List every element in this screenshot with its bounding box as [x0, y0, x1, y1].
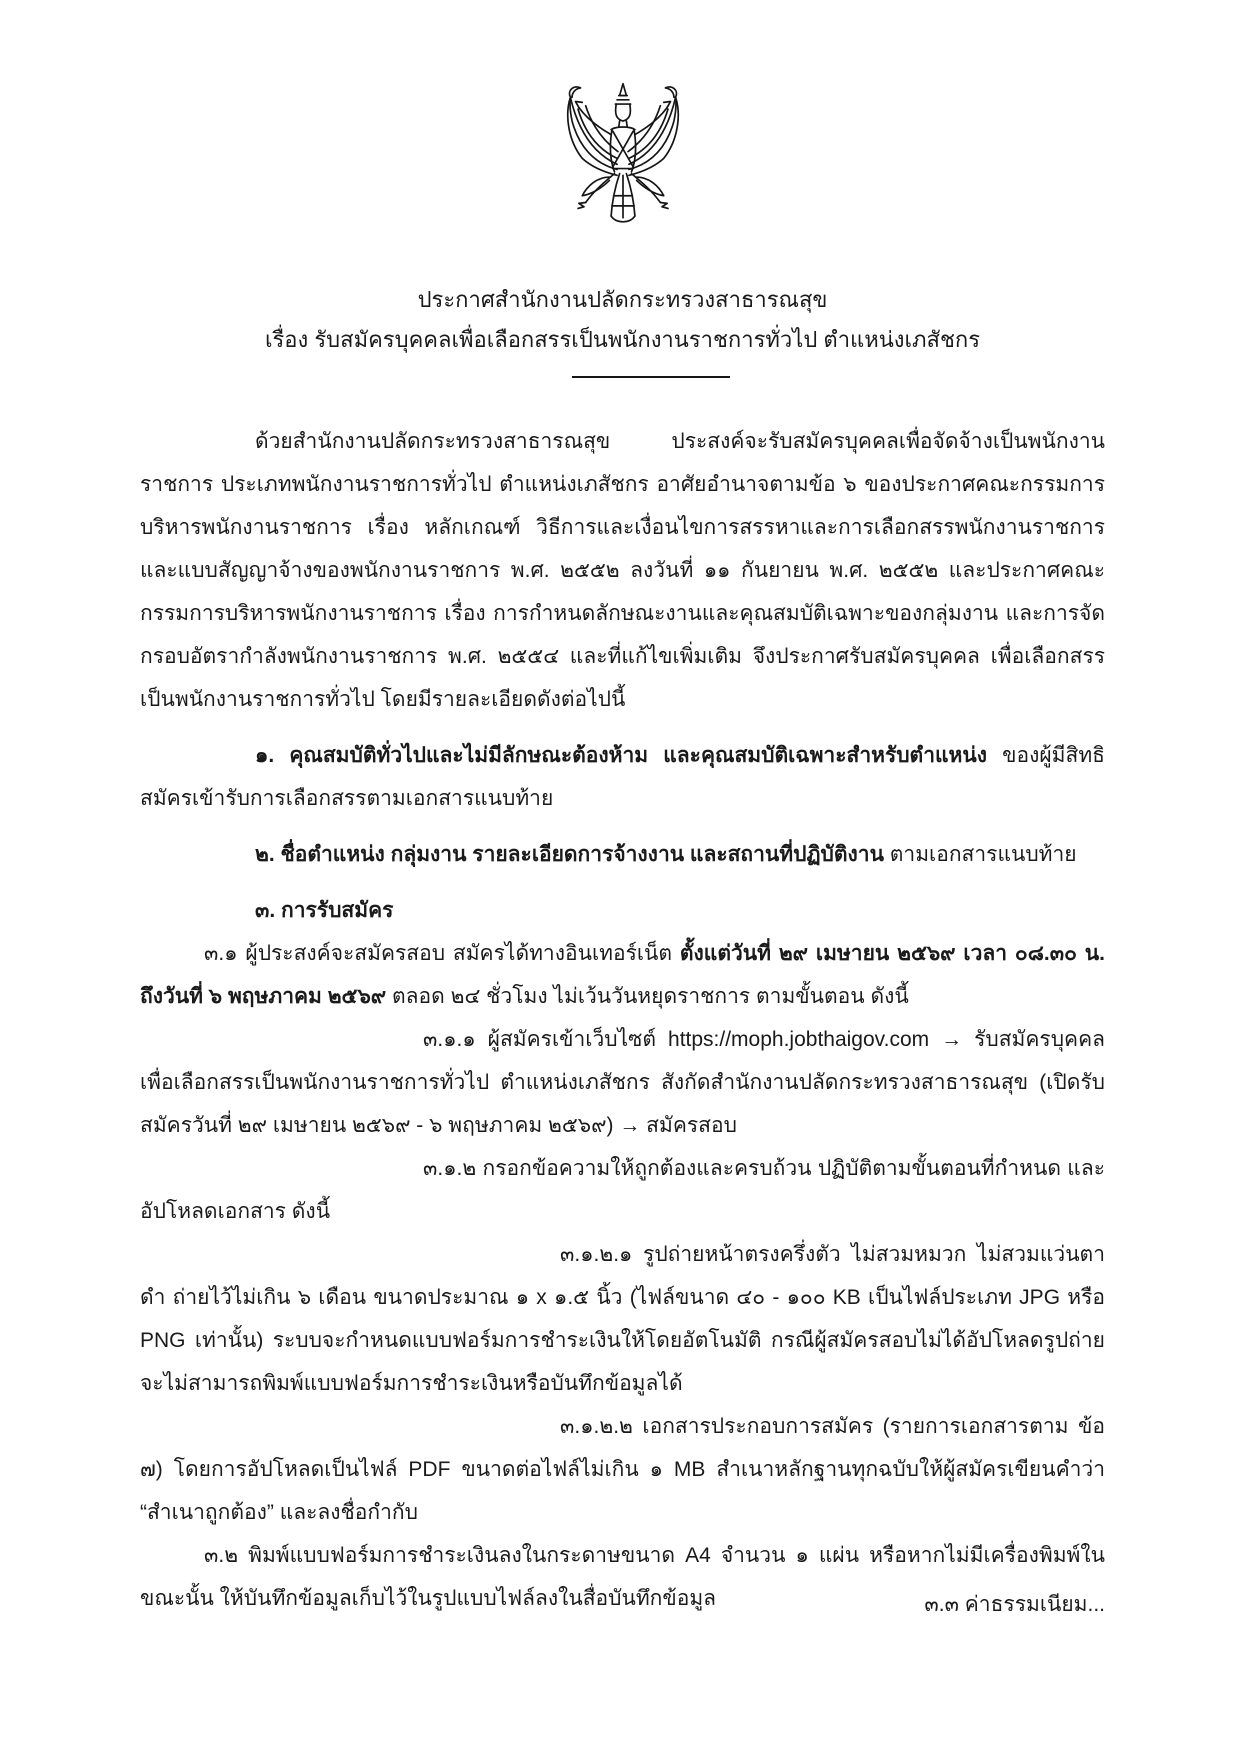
paragraph-item-3-1-2 [140, 1147, 1105, 1233]
text-segment: ๒. ชื่อตำแหน่ง กลุ่มงาน รายละเอียดการจ้างงาน และสถานที่ปฏิบัติงาน [255, 843, 884, 866]
document-subject: เรื่อง รับสมัครบุคคลเพื่อเลือกสรรเป็นพนักงานราชการทั่วไป ตำแหน่งเภสัชกร [264, 327, 981, 352]
text-segment: ด้วยสำนักงานปลัดกระทรวงสาธารณสุข ประสงค์จะรับสมัครบุคคลเพื่อจัดจ้างเป็นพนักงานราชการ ประเภทพนักงานราชการทั่วไป ตำแหน่งเภสัชกร อาศัยอำนาจตามข้อ ๖ ของประกาศคณะกรรมการบริหารพนักงานราชการ เรื่อง หลักเกณฑ์ วิธีการและเงื่อนไขการสรรหาและการเลือกสรรพนักงานราชการ และแบบสัญญาจ้างของพนักงานราชการ พ.ศ. ๒๕๕๒ ลงวันที่ ๑๑ กันยายน พ.ศ. ๒๕๕๒ และประกาศคณะกรรมการบริหารพนักงานราชการ เรื่อง การกำหนดลักษณะงานและคุณสมบัติเฉพาะของกลุ่มงาน และการจัดกรอบอัตรากำลังพนักงานราชการ พ.ศ. ๒๕๕๔ และที่แก้ไขเพิ่มเติม จึงประกาศรับสมัครบุคคล เพื่อเลือกสรรเป็นพนักงานราชการทั่วไป โดยมีรายละเอียดดังต่อไปนี้ [140, 430, 1105, 711]
paragraph-item-3-1-2-2 [140, 1405, 1105, 1534]
paragraph-intro [140, 420, 1105, 721]
continuation-catchword: ๓.๓ ค่าธรรมเนียม... [924, 1593, 1105, 1616]
document-body [140, 420, 1105, 1620]
text-segment: ตั้งแต่วันที่ ๒๙ เมษายน ๒๕๖๙ เวลา ๐๘.๓๐ น. ถึงวันที่ ๖ พฤษภาคม ๒๕๖๙ [140, 942, 1105, 1008]
text-segment: สมัครสอบ [646, 1114, 737, 1137]
paragraph-item-3 [140, 889, 1105, 932]
right-arrow-icon: → [929, 1028, 975, 1051]
garuda-emblem-icon [538, 82, 708, 239]
paragraph-item-3-1-2-1 [140, 1233, 1105, 1405]
text-segment: ๓.๒ พิมพ์แบบฟอร์มการชำระเงินลงในกระดาษขนาด A4 จำนวน ๑ แผ่น หรือหากไม่มีเครื่องพิมพ์ในขณะนั้น ให้บันทึกข้อมูลเก็บไว้ในรูปแบบไฟล์ลงในสื่อบันทึกข้อมูล [140, 1544, 1105, 1610]
text-segment: รับสมัครบุคคลเพื่อเลือกสรรเป็นพนักงานราชการทั่วไป ตำแหน่งเภสัชกร สังกัดสำนักงานปลัดกระทรวงสาธารณสุข (เปิดรับสมัครวันที่ ๒๙ เมษายน ๒๕๖๙ - ๖ พฤษภาคม ๒๕๖๙) [140, 1028, 1106, 1137]
garuda-emblem [538, 82, 708, 242]
text-segment: ๓.๑ ผู้ประสงค์จะสมัครสอบ สมัครได้ทางอินเทอร์เน็ต [204, 942, 680, 965]
text-segment: ๓.๑.๑ ผู้สมัครเข้าเว็บไซต์ https://moph.jobthaigov.com [423, 1028, 930, 1051]
paragraph-item-3-1-1 [140, 1018, 1105, 1147]
text-segment: ๓. การรับสมัคร [255, 899, 394, 922]
text-segment: ๓.๑.๒ กรอกข้อความให้ถูกต้องและครบถ้วน ปฏิบัติตามขั้นตอนที่กำหนด และอัปโหลดเอกสาร ดังนี้ [140, 1157, 1105, 1223]
right-arrow-icon: → [613, 1114, 647, 1137]
paragraph-item-1 [140, 734, 1105, 820]
text-segment: ๓.๑.๒.๒ เอกสารประกอบการสมัคร (รายการเอกสารตาม ข้อ ๗) โดยการอัปโหลดเป็นไฟล์ PDF ขนาดต่อไฟล์ไม่เกิน ๑ MB สำเนาหลักฐานทุกฉบับให้ผู้สมัครเขียนคำว่า “สำเนาถูกต้อง” และลงชื่อกำกับ [140, 1415, 1105, 1524]
paragraph-item-3-1 [140, 932, 1105, 1018]
document-header [140, 280, 1105, 360]
paragraph-item-2 [140, 833, 1105, 876]
title-divider [572, 376, 730, 378]
text-segment: ของผู้มีสิทธิสมัครเข้ารับการเลือกสรรตามเอกสารแนบท้าย [140, 744, 1105, 810]
text-segment: ตามเอกสารแนบท้าย [883, 843, 1077, 866]
text-segment: ๓.๑.๒.๑ รูปถ่ายหน้าตรงครึ่งตัว ไม่สวมหมวก ไม่สวมแว่นตาดำ ถ่ายไว้ไม่เกิน ๖ เดือน ขนาดประมาณ ๑ x ๑.๕ นิ้ว (ไฟล์ขนาด ๔๐ - ๑๐๐ KB เป็นไฟล์ประเภท JPG หรือ PNG เท่านั้น) ระบบจะกำหนดแบบฟอร์มการชำระเงินให้โดยอัตโนมัติ กรณีผู้สมัครสอบไม่ได้อัปโหลดรูปถ่าย จะไม่สามารถพิมพ์แบบฟอร์มการชำระเงินหรือบันทึกข้อมูลได้ [140, 1243, 1105, 1395]
text-segment: ตลอด ๒๔ ชั่วโมง ไม่เว้นวันหยุดราชการ ตามขั้นตอน ดังนี้ [386, 985, 909, 1008]
text-segment: ๑. คุณสมบัติทั่วไปและไม่มีลักษณะต้องห้าม และคุณสมบัติเฉพาะสำหรับตำแหน่ง [255, 744, 987, 767]
document-title: ประกาศสำนักงานปลัดกระทรวงสาธารณสุข [417, 287, 828, 312]
